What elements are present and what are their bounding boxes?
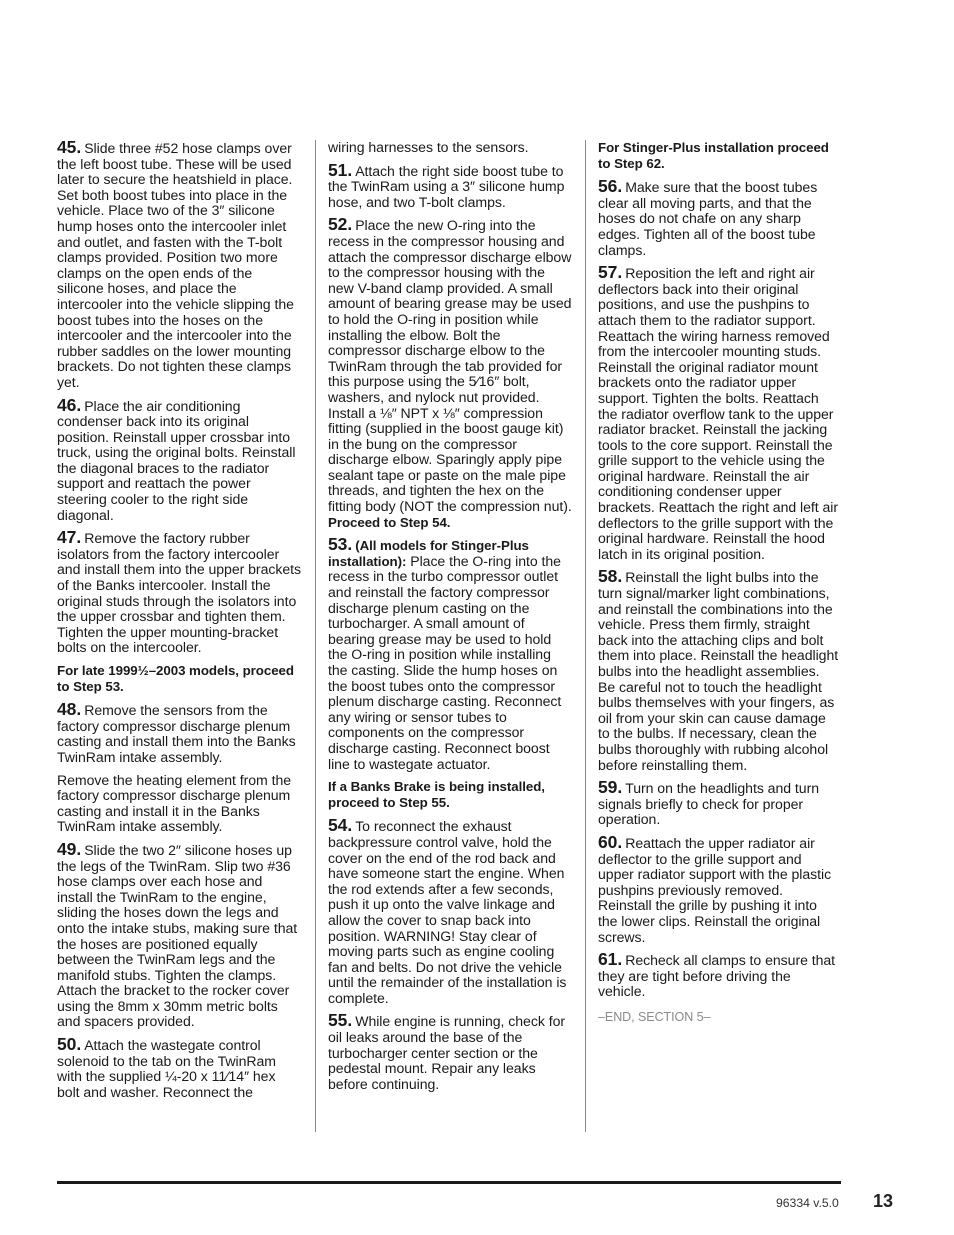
step-55: [328, 1010, 572, 1092]
stinger-plus-note: For Stinger-Plus installation proceed to Step 62.: [598, 140, 829, 171]
step-text: Attach the wastegate control solenoid to the tab on the TwinRam with the supplied ¼-20 x 11⁄14″ hex bolt and washer. Reconnect the: [57, 1037, 276, 1100]
text-column-1: [57, 137, 302, 1107]
step-number: 47.: [57, 527, 82, 548]
step-number: 57.: [598, 262, 623, 283]
step-47: [57, 527, 302, 656]
step-text: To reconnect the exhaust backpressure control valve, hold the cover on the end of the rod back and have someone start the engine. When the rod extends after a few seconds, push it up onto the valve linkage and allow the cover to snap back into position. WARNING! Stay clear of moving parts such as engine cooling fan and belts. Do not drive the vehicle until the remainder of the installation is complete.: [328, 818, 567, 1006]
step-text: Place the O-ring into the recess in the turbo compressor outlet and reinstall the factory compressor discharge plenum casting on the turbocharger. A small amount of bearing grease may be used to hold the O-ring in position while installing the casting. Slide the hump hoses on the boost tubes onto the compressor plenum discharge casting. Reconnect any wiring or sensor tubes to components on the compressor discharge casting. Reconnect boost line to wastegate actuator.: [328, 552, 562, 772]
step-54: [328, 815, 572, 1006]
step-51: [328, 159, 572, 211]
step-number: 56.: [598, 176, 623, 197]
step-emphasis: (All models for Stinger-Plus installation):: [328, 538, 529, 569]
step-number: 61.: [598, 949, 623, 970]
section-end-label: –END, SECTION 5–: [598, 1009, 711, 1024]
step-number: 55.: [328, 1010, 353, 1031]
footer-rule: [57, 1181, 841, 1184]
step-53: [328, 534, 572, 772]
step-text: Recheck all clamps to ensure that they are tight before driving the vehicle.: [598, 952, 836, 1000]
column-divider: [315, 140, 316, 1132]
step-45: [57, 137, 301, 391]
step-59: [598, 777, 840, 828]
step-emphasis: Proceed to Step 54.: [328, 514, 451, 530]
step-number: 46.: [57, 394, 82, 415]
step-text: Remove the factory rubber isolators from the factory intercooler and install them into the upper brackets of the Banks intercooler. Install the original studs through the isolators into the upper crossbar and tighten them. Tighten the upper mounting-bracket bolts on the intercooler.: [57, 530, 302, 656]
step-text: Remove the sensors from the factory compressor discharge plenum casting and install them into the Banks TwinRam intake assembly.: [57, 702, 296, 765]
step-number: 52.: [328, 214, 353, 235]
step-number: 51.: [328, 159, 353, 180]
step-text: Turn on the headlights and turn signals briefly to check for proper operation.: [598, 780, 819, 828]
step-number: 45.: [57, 137, 82, 157]
step-text: Attach the right side boost tube to the TwinRam using a 3″ silicone hump hose, and two T-bolt clamps.: [328, 162, 565, 210]
step-text: Reattach the upper radiator air deflector to the grille support and upper radiator support with the plastic pushpins previously removed. Reinstall the grille by pushing it into the lower clips. Reinstall the original screws.: [598, 834, 832, 945]
step-number: 59.: [598, 777, 623, 798]
text-column-2: [328, 140, 572, 1099]
column-divider: [585, 140, 586, 1132]
step-58: [598, 566, 840, 773]
step-text: While engine is running, check for oil leaks around the base of the turbocharger center section or the pedestal mount. Repair any leaks before continuing.: [328, 1013, 566, 1092]
step-number: 60.: [598, 831, 623, 852]
step-46: [57, 394, 301, 524]
step-49: [57, 838, 301, 1030]
step-57: [598, 262, 840, 562]
banks-brake-note: If a Banks Brake is being installed, proceed to Step 55.: [328, 779, 545, 810]
page-number: 13: [873, 1191, 894, 1211]
step-text: Reposition the left and right air deflectors back into their original positions, and use the pushpins to attach them to the radiator support. Reattach the wiring harness removed from the intercooler mounting studs. Reinstall the original radiator mount brackets onto the radiator upper support. Tighten the bolts. Reattach the radiator overflow tank to the upper radiator bracket. Reinstall the jacking tools to the core support. Reinstall the grille support to the vehicle using the original hardware. Reinstall the air conditioning condenser upper brackets. Reattach the right and left air deflectors to the grille support with the original hardware. Reinstall the hood latch in its original position.: [598, 265, 839, 562]
document-id: 96334 v.5.0: [776, 1196, 839, 1210]
step-text: Reinstall the light bulbs into the turn signal/marker light combinations, and reinstall the combinations into the vehicle. Press them firmly, straight back into the attaching clips and bolt them into place. Reinstall the headlight bulbs into the headlight assemblies. Be careful not to touch the headlight bulbs themselves with your fingers, as oil from your skin can cause damage to the bulbs. If necessary, clean the bulbs thoroughly with rubbing alcohol before reinstalling them.: [598, 569, 839, 773]
step-50-continued: wiring harnesses to the sensors.: [328, 139, 529, 155]
step-number: 48.: [57, 699, 82, 720]
step-text: Slide three #52 hose clamps over the left boost tube. These will be used later to secure the heatshield in place. Set both boost tubes into place in the vehicle. Place two of the 3″ silicone hump hoses onto the intercooler inlet and outlet, and fasten with the T-bolt clamps provided. Position two more clamps on the open ends of the silicone hoses, and place the intercooler into the vehicle slipping the boost tubes into the hoses on the intercooler and the intercooler into the rubber saddles on the lower mounting brackets. Do not tighten these clamps yet.: [57, 140, 294, 390]
step-text: Slide the two 2″ silicone hoses up the legs of the TwinRam. Slip two #36 hose clamps over each hose and install the TwinRam to the engine, sliding the hoses down the legs and onto the intake stubs, making sure that the hoses are positioned equally between the TwinRam legs and the manifold stubs. Tighten the clamps. Attach the bracket to the rocker cover using the 8mm x 30mm metric bolts and spacers provided.: [57, 841, 298, 1030]
step-text: Place the air conditioning condenser back into its original position. Reinstall upper crossbar into truck, using the original bolts. Reinstall the diagonal braces to the radiator support and reattach the power steering cooler to the right side diagonal.: [57, 397, 296, 523]
step-number: 50.: [57, 1034, 82, 1055]
step-number: 49.: [57, 838, 82, 859]
step-number: 58.: [598, 566, 623, 587]
step-number: 53.: [328, 534, 353, 555]
step-50: [57, 1034, 301, 1100]
step-56: [598, 176, 840, 258]
step-48: [57, 699, 301, 765]
step-text: Place the new O-ring into the recess in the compressor housing and attach the compressor discharge elbow to the compressor housing with the new V-band clamp provided. A small amount of bearing grease may be used to hold the O-ring in position while installing the elbow. Bolt the compressor discharge elbow to the TwinRam through the tab provided for this purpose using the 5⁄16″ bolt, washers, and nylock nut provided. Install a ⅛″ NPT x ⅛″ compression fitting (supplied in the boost gauge kit) in the bung on the compressor discharge elbow. Sparingly apply pipe sealant tape or paste on the male pipe threads, and tighten the hex on the fitting body (NOT the compression nut).: [328, 217, 572, 515]
step-61: [598, 949, 840, 1000]
step-52: [328, 214, 572, 530]
late-models-note: For late 1999½–2003 models, proceed to Step 53.: [57, 663, 294, 694]
text-column-3: [598, 140, 840, 1025]
step-text: Make sure that the boost tubes clear all moving parts, and that the hoses do not chafe on any sharp edges. Tighten all of the boost tube clamps.: [598, 179, 818, 258]
step-number: 54.: [328, 815, 353, 836]
step-60: [598, 831, 840, 945]
step-48-extra-paragraph: Remove the heating element from the factory compressor discharge plenum casting and install it in the Banks TwinRam intake assembly.: [57, 771, 292, 835]
